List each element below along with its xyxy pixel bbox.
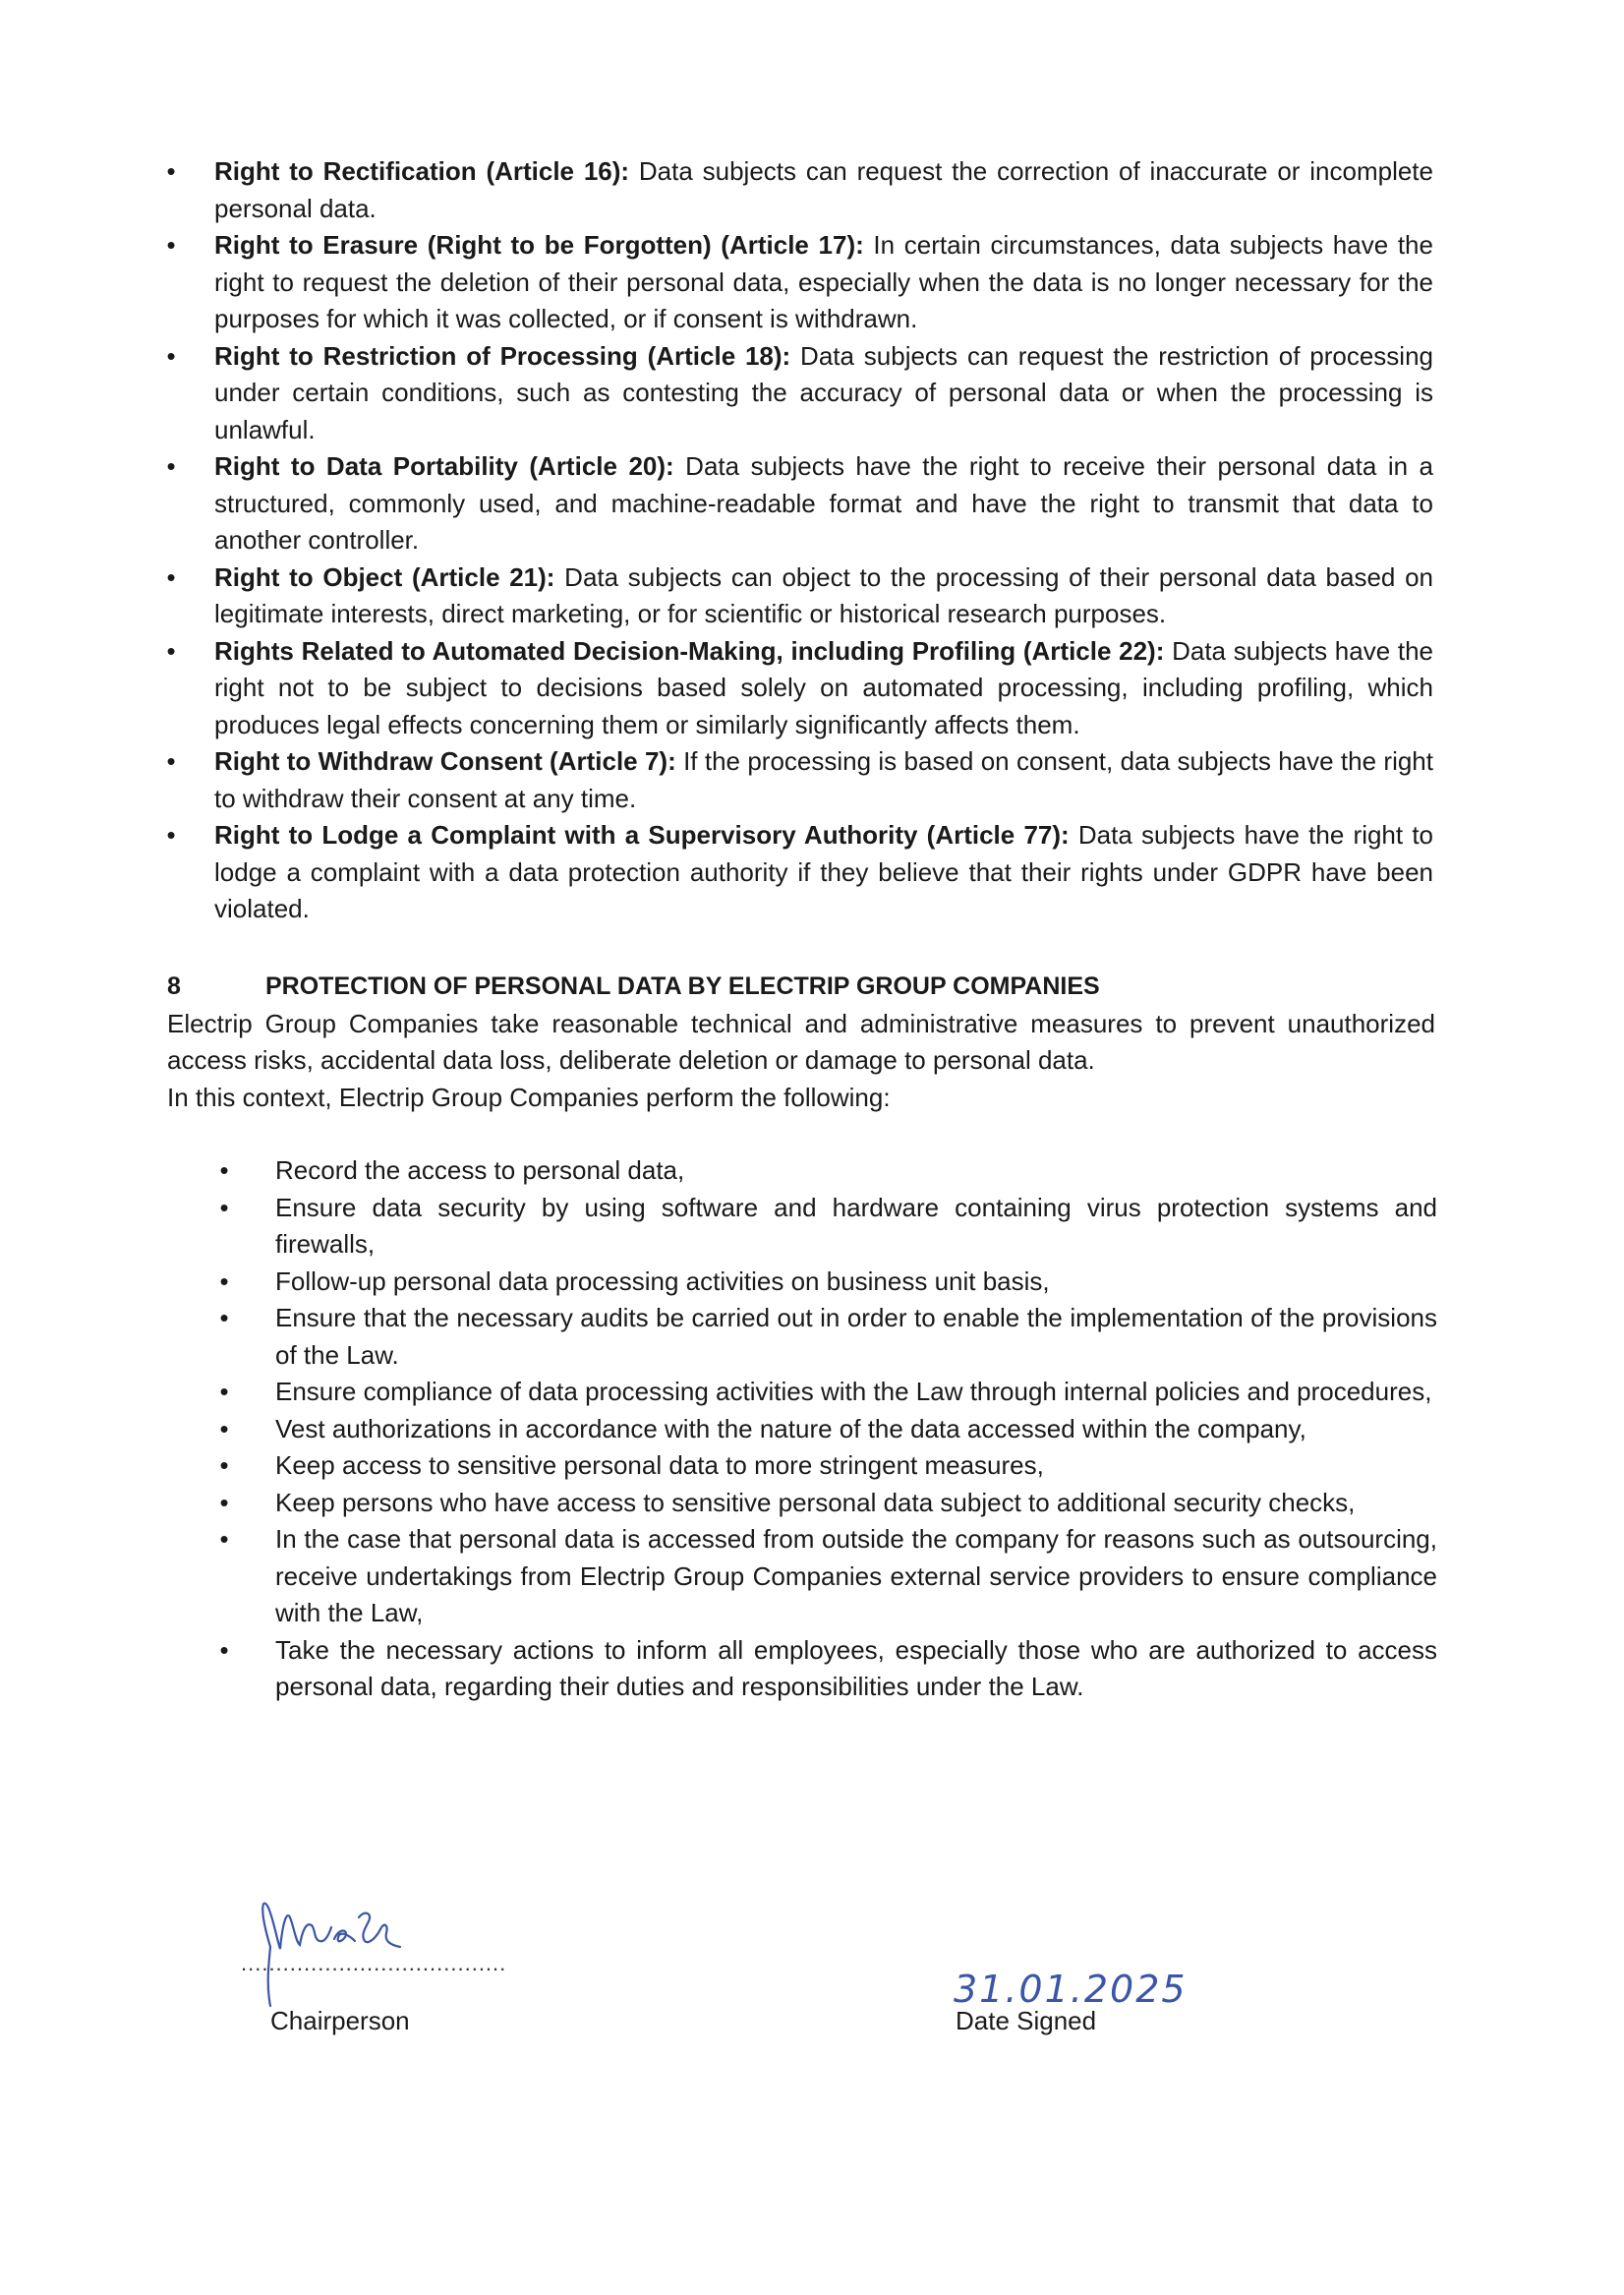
- bullet-icon: •: [219, 1265, 229, 1296]
- signature-line: ......................................: [241, 1951, 507, 1975]
- section-paragraph: Electrip Group Companies take reasonable technical and administrative measures to prevent unauthorized access risks, accidental data loss, deliberate deletion or damage to personal data.: [167, 1008, 1435, 1075]
- right-title: Rights Related to Automated Decision-Making, including Profiling (Article 22):: [214, 635, 1165, 666]
- measures-list: [218, 1152, 1437, 1706]
- list-item: [218, 1521, 1437, 1632]
- list-item: [218, 1300, 1437, 1374]
- section-paragraph: In this context, Electrip Group Companies perform the following:: [167, 1082, 891, 1112]
- bullet-icon: •: [219, 1303, 229, 1332]
- bullet-icon: •: [166, 746, 176, 776]
- measure-text: Ensure that the necessary audits be carried out in order to enable the implementation of the provisions of the Law.: [275, 1303, 1437, 1370]
- right-title: Right to Data Portability (Article 20):: [214, 451, 674, 481]
- right-title: Right to Restriction of Processing (Article 18):: [214, 340, 791, 371]
- bullet-icon: •: [166, 635, 176, 666]
- list-item: [165, 448, 1433, 559]
- list-item: [165, 227, 1433, 338]
- right-text: Data subjects can object to the processing of their personal data based on legitimate interests, direct marketing, or for scientific or historical research purposes.: [214, 561, 1434, 628]
- list-item: [218, 1264, 1437, 1301]
- bullet-icon: •: [219, 1192, 229, 1222]
- measure-text: Record the access to personal data,: [275, 1155, 685, 1185]
- right-text: Data subjects can request the restriction of processing under certain conditions, such as contesting the accuracy of personal data or when the processing is unlawful.: [214, 340, 1433, 444]
- bullet-icon: •: [219, 1413, 229, 1443]
- list-item: [165, 338, 1433, 449]
- section-title: PROTECTION OF PERSONAL DATA BY ELECTRIP GROUP COMPANIES: [265, 972, 1100, 1000]
- right-title: Right to Erasure (Right to be Forgotten) (Article 17):: [214, 230, 864, 260]
- right-title: Right to Lodge a Complaint with a Supervisory Authority (Article 77):: [214, 820, 1070, 850]
- bullet-icon: •: [219, 1524, 229, 1554]
- bullet-icon: •: [166, 340, 176, 371]
- measure-text: Keep persons who have access to sensitive personal data subject to additional security checks,: [275, 1487, 1356, 1517]
- right-text: In certain circumstances, data subjects have the right to request the deletion of their personal data, especially when the data is no longer necessary for the purposes for which it was collected, or if consent is withdrawn.: [214, 230, 1433, 333]
- right-text: If the processing is based on consent, data subjects have the right to withdraw their consent at any time.: [214, 746, 1433, 813]
- section-number: 8: [167, 972, 181, 1000]
- date-value: 31.01.2025: [954, 1968, 1188, 2011]
- bullet-icon: •: [219, 1487, 229, 1517]
- bullet-icon: •: [219, 1377, 229, 1406]
- bullet-icon: •: [166, 820, 176, 850]
- list-item: [218, 1374, 1437, 1411]
- right-title: Right to Rectification (Article 16):: [214, 156, 630, 186]
- list-item: [165, 559, 1433, 633]
- list-item: [165, 633, 1433, 744]
- measure-text: Keep access to sensitive personal data to more stringent measures,: [275, 1450, 1044, 1480]
- right-title: Right to Object (Article 21):: [214, 561, 555, 592]
- list-item: [218, 1411, 1437, 1448]
- chairperson-label: Chairperson: [270, 2006, 410, 2035]
- list-item: [165, 817, 1433, 928]
- list-item: [218, 1485, 1437, 1522]
- list-item: [165, 153, 1433, 227]
- measure-text: Follow-up personal data processing activities on business unit basis,: [275, 1265, 1050, 1296]
- right-title: Right to Withdraw Consent (Article 7):: [214, 746, 676, 776]
- bullet-icon: •: [219, 1155, 229, 1185]
- right-text: Data subjects can request the correction of inaccurate or incomplete personal data.: [214, 156, 1433, 223]
- list-item: [218, 1152, 1437, 1190]
- date-signed-label: Date Signed: [956, 2006, 1097, 2035]
- bullet-icon: •: [219, 1450, 229, 1480]
- right-text: Data subjects have the right to lodge a complaint with a data protection authority if they believe that their rights under GDPR have been violated.: [214, 820, 1433, 923]
- section-heading: [167, 969, 1435, 1006]
- rights-list: [165, 153, 1433, 928]
- list-item: [165, 743, 1433, 817]
- bullet-icon: •: [166, 451, 176, 481]
- list-item: [218, 1447, 1437, 1485]
- measure-text: In the case that personal data is accessed from outside the company for reasons such as outsourcing, receive undertakings from Electrip Group Companies external service providers to ensure compliance with the Law,: [275, 1524, 1437, 1627]
- section-8: [167, 969, 1435, 1116]
- bullet-icon: •: [166, 230, 176, 260]
- measure-text: Vest authorizations in accordance with the nature of the data accessed within the company,: [275, 1413, 1306, 1443]
- bullet-icon: •: [166, 156, 176, 186]
- right-text: Data subjects have the right to receive their personal data in a structured, commonly used, and machine-readable format and have the right to transmit that data to another controller.: [214, 451, 1433, 555]
- measure-text: Take the necessary actions to inform all employees, especially those who are authorized to access personal data, regarding their duties and responsibilities under the Law.: [275, 1634, 1437, 1701]
- list-item: [218, 1632, 1437, 1706]
- list-item: [218, 1190, 1437, 1264]
- bullet-icon: •: [166, 561, 176, 592]
- measure-text: Ensure data security by using software and hardware containing virus protection systems and firewalls,: [275, 1192, 1437, 1259]
- bullet-icon: •: [219, 1634, 229, 1665]
- right-text: Data subjects have the right not to be subject to decisions based solely on automated processing, including profiling, which produces legal effects concerning them or similarly significantly affects them.: [214, 635, 1434, 739]
- measure-text: Ensure compliance of data processing activities with the Law through internal policies and procedures,: [275, 1377, 1432, 1406]
